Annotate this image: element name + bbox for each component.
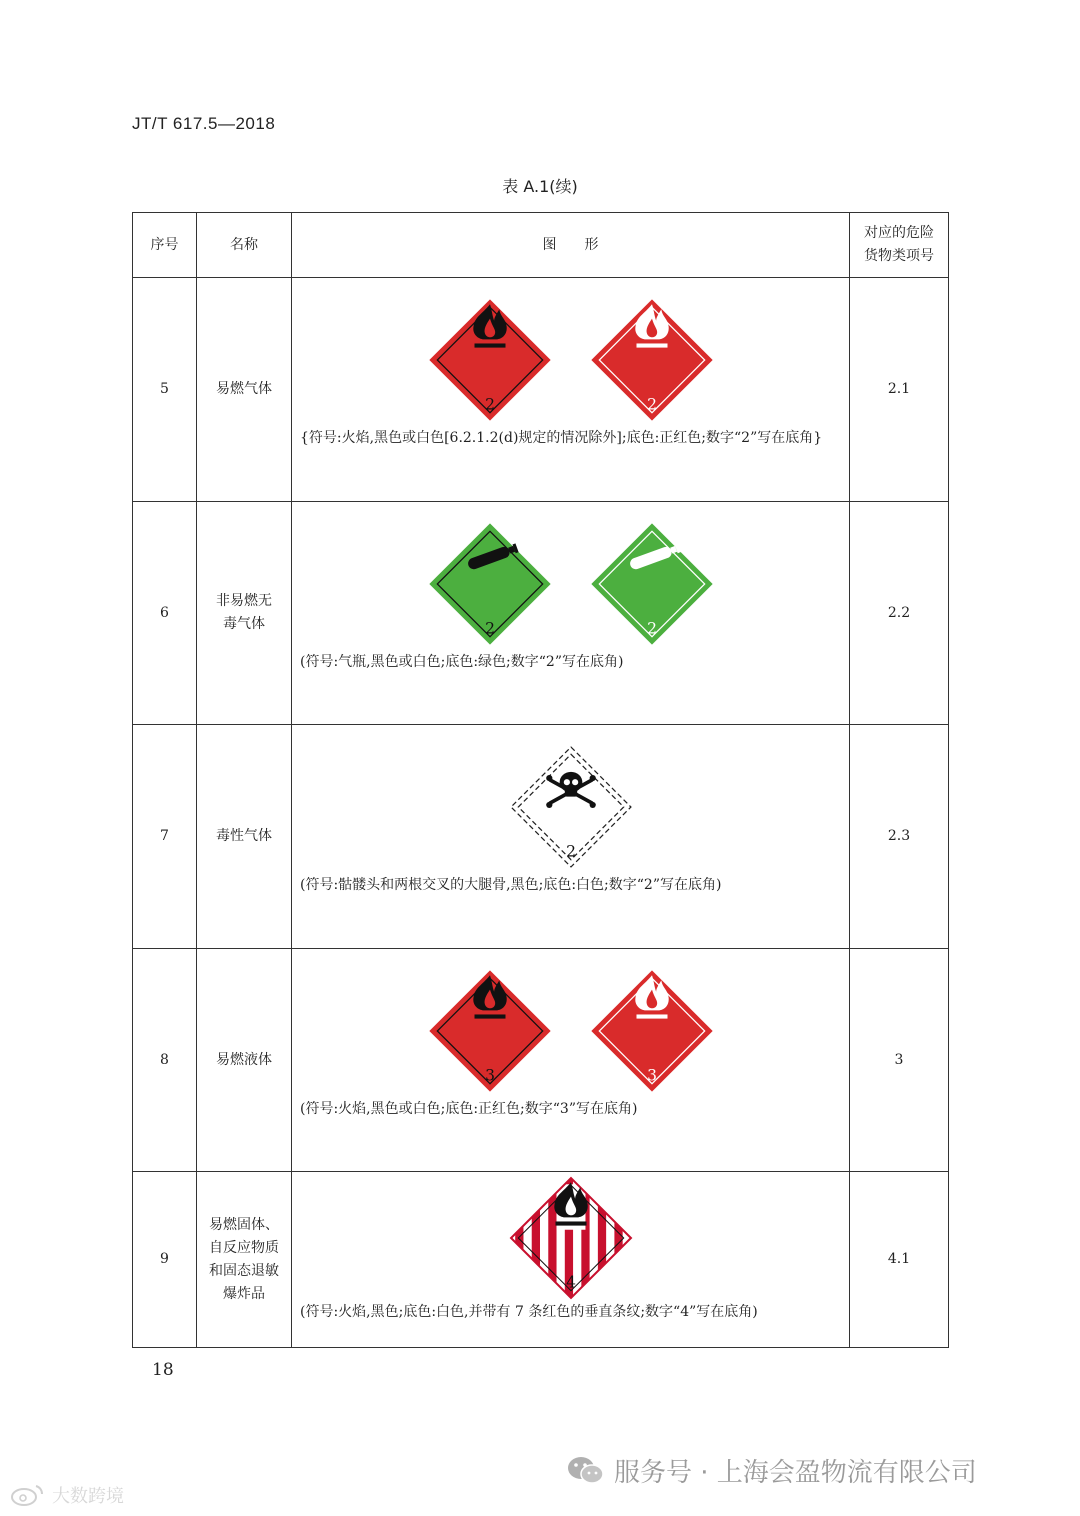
sign-number: 2 [484,619,495,638]
sign-number: 2 [565,842,576,861]
hazard-signs [292,502,849,646]
sign-description: (符号:骷髅头和两根交叉的大腿骨,黑色;底色:白色;数字“2”写在底角) [300,877,722,893]
table-caption: 表 A.1(续) [502,177,578,196]
sign-description: (符号:气瓶,黑色或白色;底色:绿色;数字“2”写在底角) [300,654,624,670]
footer-text: 服务号 · 上海会盈物流有限公司 [614,1458,977,1488]
row-seq: 9 [133,1172,197,1348]
row-name: 易燃固体、自反应物质和固态退敏爆炸品 [197,1172,292,1348]
header-name: 名称 [197,213,292,278]
table-header-row [133,213,949,278]
hazard-sign-2-2 [590,522,714,646]
row-class: 2.1 [850,278,949,502]
wechat-icon [566,1455,606,1487]
row-seq: 7 [133,725,197,949]
row-class: 2.3 [850,725,949,949]
row-seq: 6 [133,502,197,725]
footer [566,1452,977,1489]
row-seq: 5 [133,278,197,502]
sign-number: 4 [565,1273,576,1292]
page-number: 18 [152,1360,174,1380]
table-row [133,278,949,502]
row-figure [292,1172,850,1348]
header-figure: 图 形 [292,213,850,278]
table-row [133,949,949,1172]
weibo-icon [10,1482,46,1508]
row-name: 毒性气体 [197,725,292,949]
table-row [133,502,949,725]
sign-number: 2 [646,619,657,638]
sign-number: 3 [484,1066,495,1085]
hazard-signs [292,725,849,869]
row-class: 2.2 [850,502,949,725]
sign-number: 3 [646,1066,657,1085]
row-class: 3 [850,949,949,1172]
table-row [133,725,949,949]
header-class: 对应的危险货物类项号 [850,213,949,278]
sign-number: 2 [646,395,657,414]
sign-description: (符号:火焰,黑色或白色;底色:正红色;数字“3”写在底角) [300,1101,638,1117]
row-name: 易燃液体 [197,949,292,1172]
row-seq: 8 [133,949,197,1172]
row-figure [292,502,850,725]
hazard-sign-1-2 [590,298,714,422]
hazard-sign-5-1 [509,1176,633,1300]
hazard-sign-3-1 [509,745,633,869]
hazard-sign-4-2 [590,969,714,1093]
sign-description: (符号:火焰,黑色;底色:白色,并带有 7 条红色的垂直条纹;数字“4”写在底角) [300,1304,758,1320]
sign-description: {符号:火焰,黑色或白色[6.2.1.2(d)规定的情况除外];底色:正红色;数字“2”写在底角} [300,430,823,446]
hazard-signs [292,1172,849,1300]
hazard-signs [292,949,849,1093]
standard-code: JT/T 617.5—2018 [132,114,276,133]
row-figure [292,725,850,949]
row-figure [292,949,850,1172]
table-row [133,1172,949,1348]
hazard-sign-1-1 [428,298,552,422]
header-seq: 序号 [133,213,197,278]
hazard-sign-table [132,212,949,1348]
row-name: 易燃气体 [197,278,292,502]
hazard-signs [292,278,849,422]
watermark [10,1482,124,1508]
sign-number: 2 [484,395,495,414]
hazard-sign-2-1 [428,522,552,646]
row-class: 4.1 [850,1172,949,1348]
row-name: 非易燃无毒气体 [197,502,292,725]
hazard-sign-4-1 [428,969,552,1093]
row-figure [292,278,850,502]
watermark-text: 大数跨境 [52,1486,124,1507]
